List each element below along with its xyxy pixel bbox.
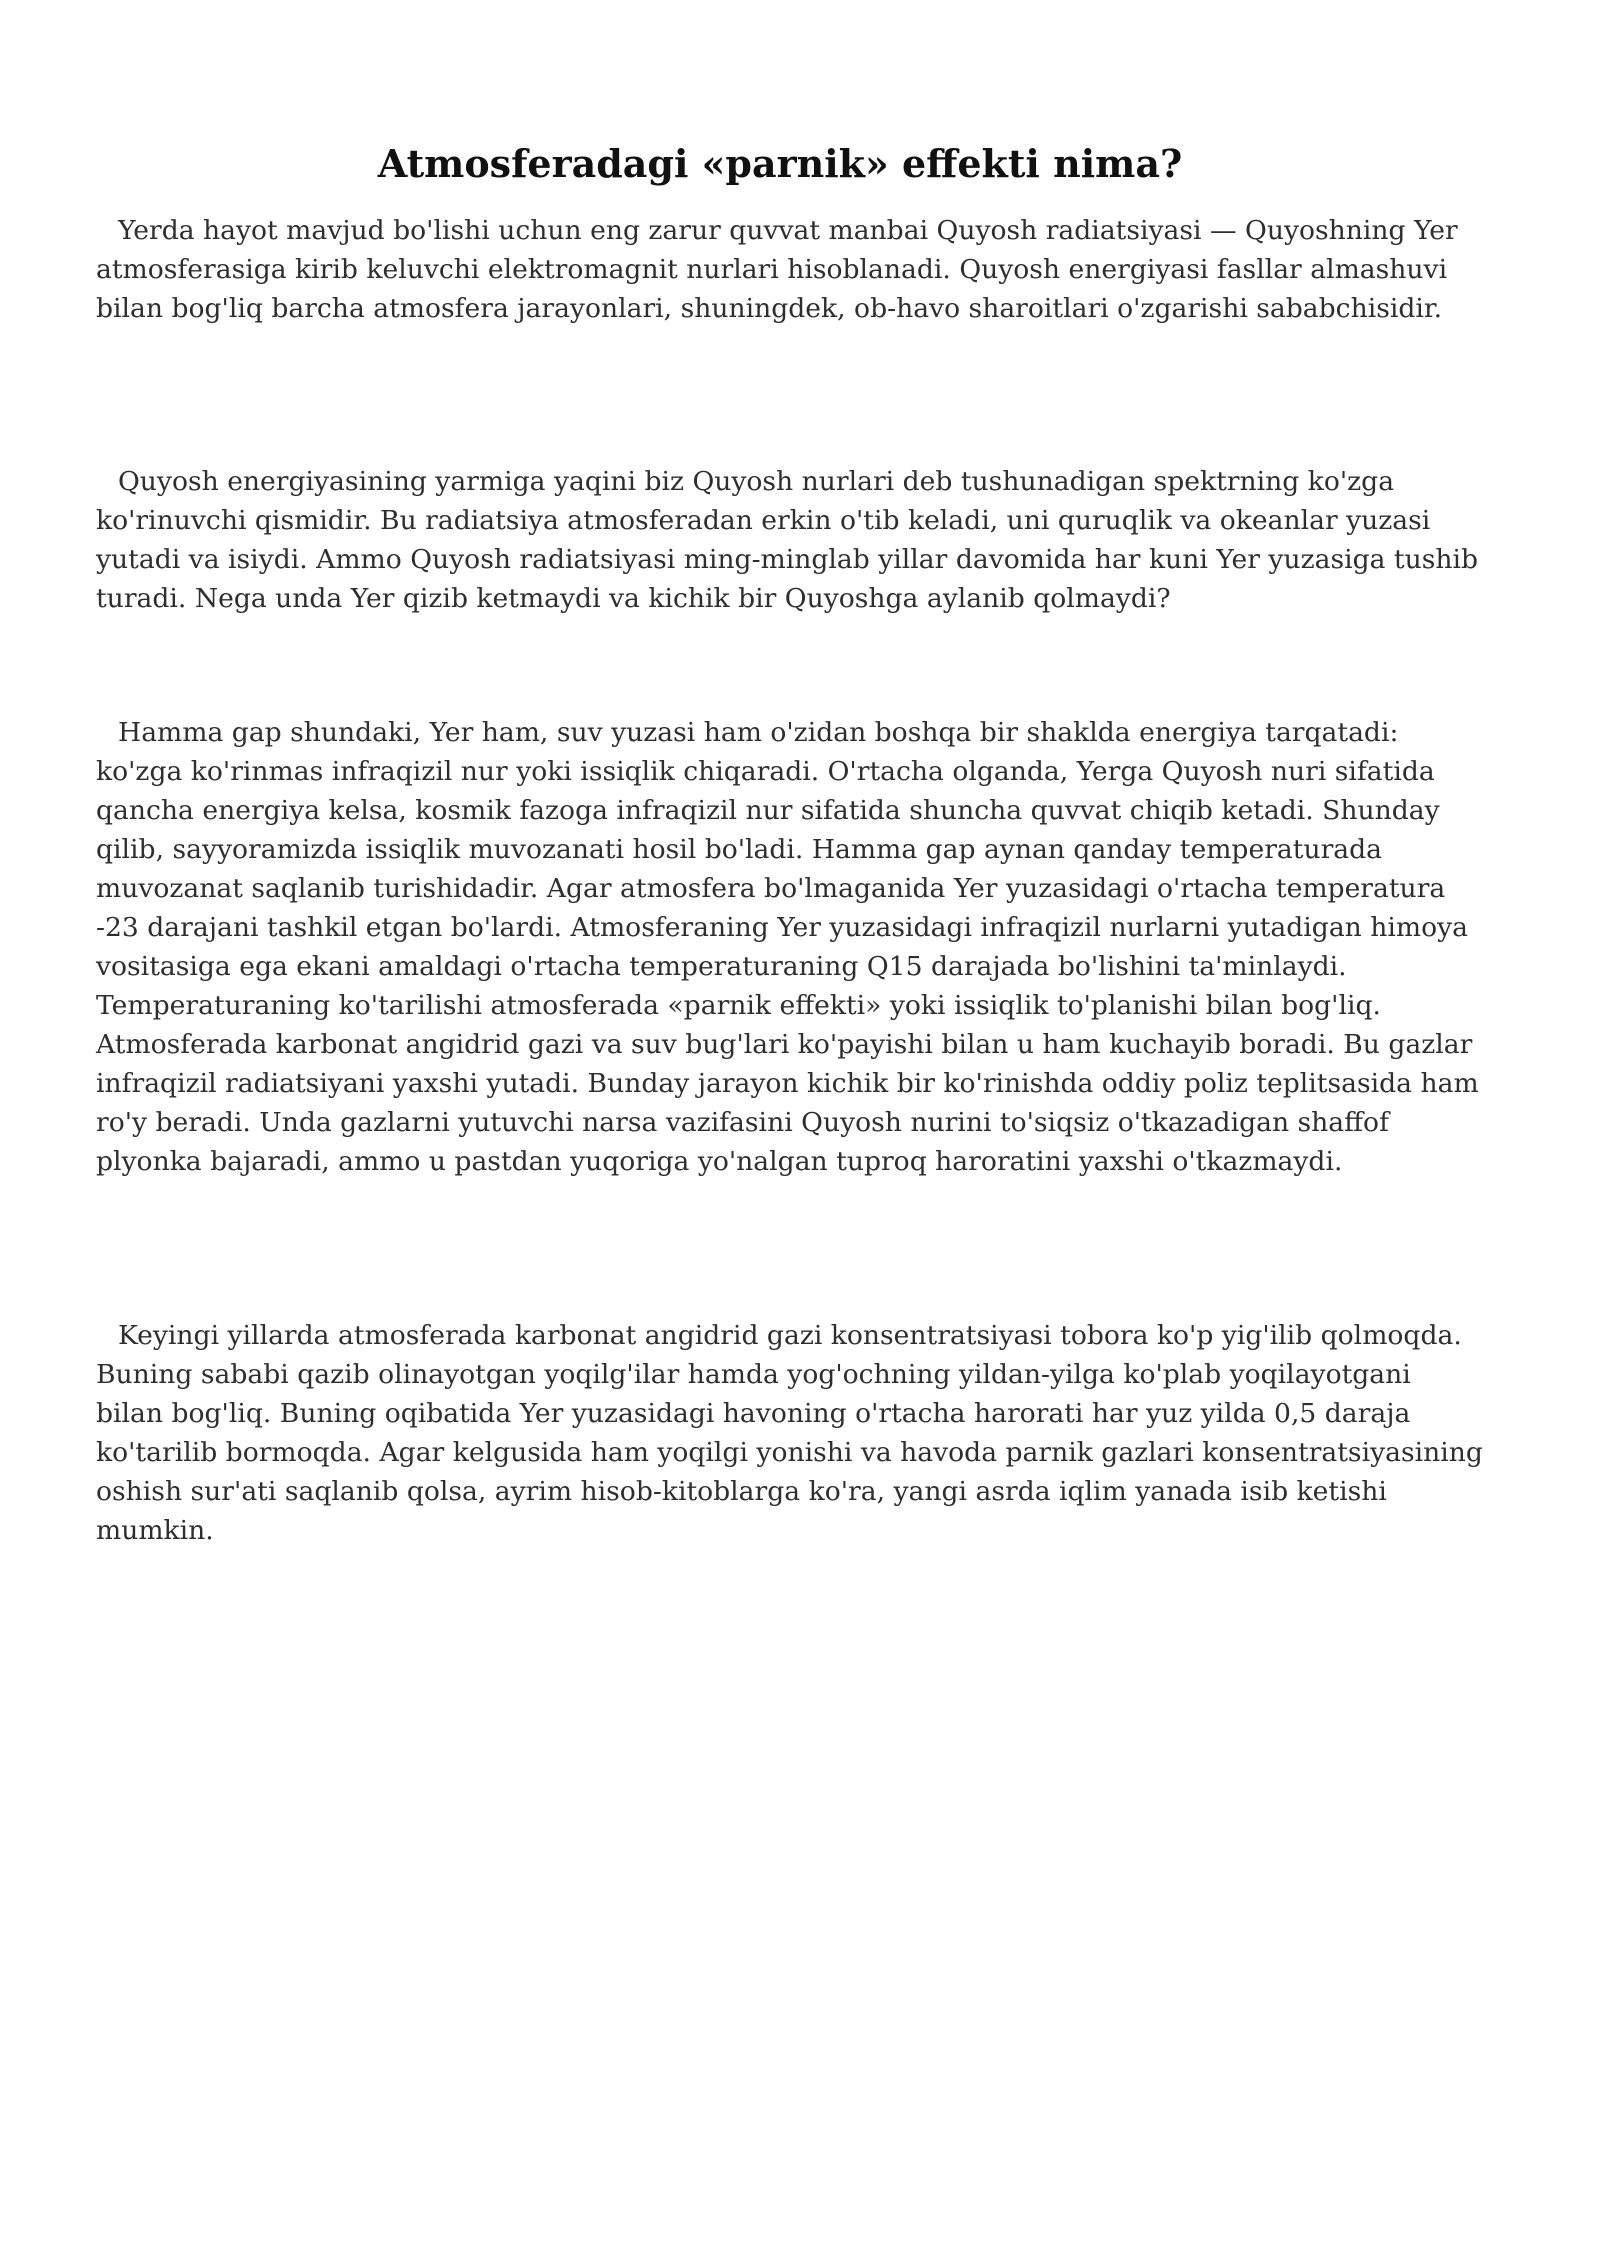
page-title: Atmosferadagi «parnik» effekti nima? — [377, 141, 1183, 186]
paragraph-3: Hamma gap shundaki, Yer ham, suv yuzasi ham o'zidan boshqa bir shaklda energiya tarqatadi: ko'zga ko'rinmas infraqizil nur yoki issiqlik chiqaradi. O'rtacha olganda, Yerga Quyosh nuri sifatida qancha energiya kelsa, kosmik fazoga infraqizil nur sifatida shuncha quvvat chiqib ketadi. Shunday qilib, sayyoramizda issiqlik muvozanati hosil bo'ladi. Hamma gap aynan qanday temperaturada muvozanat saqlanib turishidadir. Agar atmosfera bo'lmaganida Yer yuzasidagi o'rtacha temperatura -23 darajani tashkil etgan bo'lardi. Atmosferaning Yer yuzasidagi infraqizil nurlarni yutadigan himoya vositasiga ega ekani amaldagi o'rtacha temperaturaning Q15 darajada bo'lishini ta'minlaydi. Temperaturaning ko'tarilishi atmosferada «parnik effekti» yoki issiqlik to'planishi bilan bog'liq. Atmosferada karbonat angidrid gazi va suv bug'lari ko'payishi bilan u ham kuchayib boradi. Bu gazlar infraqizil radiatsiyani yaxshi yutadi. Bunday jarayon kichik bir ko'rinishda oddiy poliz teplitsasida ham ro'y beradi. Unda gazlarni yutuvchi narsa vazifasini Quyosh nurini to'siqsiz o'tkazadigan shaffof plyonka bajaradi, ammo u pastdan yuqoriga yo'nalgan tuproq haroratini yaxshi o'tkazmaydi. — [96, 717, 1479, 1177]
paragraph-4: Keyingi yillarda atmosferada karbonat angidrid gazi konsentratsiyasi tobora ko'p yig'ilib qolmoqda. Buning sababi qazib olinayotgan yoqilg'ilar hamda yog'ochning yildan-yilga ko'plab yoqilayotgani bilan bog'liq. Buning oqibatida Yer yuzasidagi havoning o'rtacha harorati har yuz yilda 0,5 daraja ko'tarilib bormoqda. Agar kelgusida ham yoqilgi yonishi va havoda parnik gazlari konsentratsiyasining oshish sur'ati saqlanib qolsa, ayrim hisob-kitoblarga ko'ra, yangi asrda iqlim yanada isib ketishi mumkin. — [96, 1320, 1483, 1546]
paragraph-2: Quyosh energiyasining yarmiga yaqini biz Quyosh nurlari deb tushunadigan spektrning ko'zga ko'rinuvchi qismidir. Bu radiatsiya atmosferadan erkin o'tib keladi, uni quruqlik va okeanlar yuzasi yutadi va isiydi. Ammo Quyosh radiatsiyasi ming-minglab yillar davomida har kuni Yer yuzasiga tushib turadi. Nega unda Yer qizib ketmaydi va kichik bir Quyoshga aylanib qolmaydi? — [96, 466, 1479, 614]
paragraph-1: Yerda hayot mavjud bo'lishi uchun eng zarur quvvat manbai Quyosh radiatsiyasi — Quyoshning Yer atmosferasiga kirib keluvchi elektromagnit nurlari hisoblanadi. Quyosh energiyasi fasllar almashuvi bilan bog'liq barcha atmosfera jarayonlari, shuningdek, ob-havo sharoitlari o'zgarishi sababchisidir. — [96, 215, 1458, 324]
